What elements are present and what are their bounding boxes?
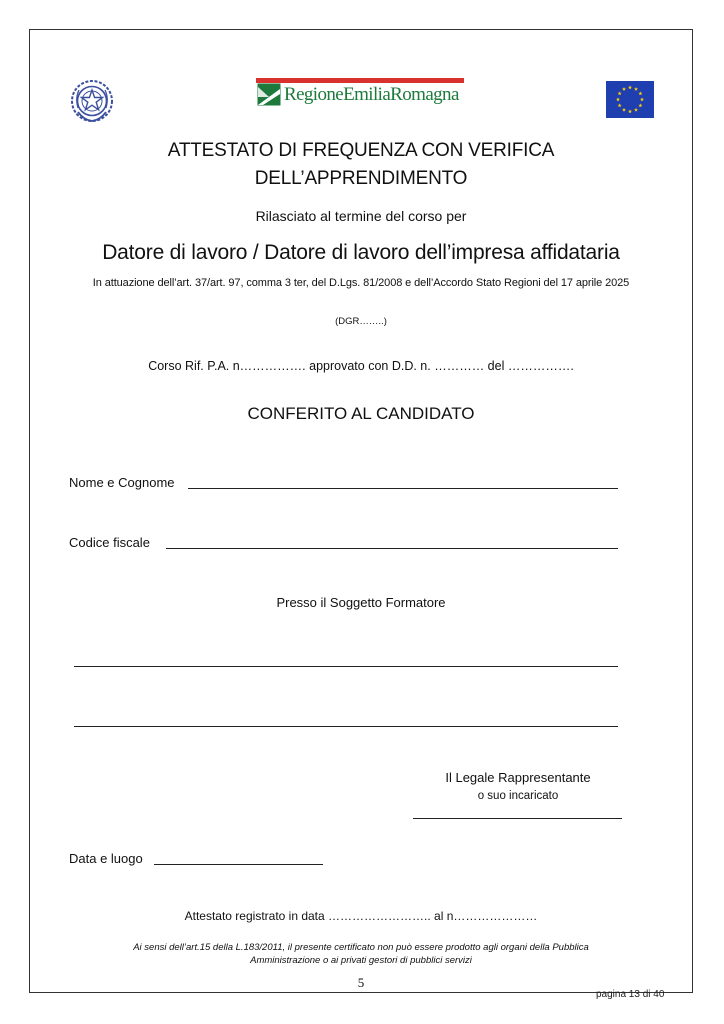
region-logo-text: RegioneEmiliaRomagna (284, 84, 459, 105)
certificate-title-line-1: ATTESTATO DI FREQUENZA CON VERIFICA (167, 140, 555, 161)
page-number: 5 (357, 975, 365, 990)
legal-basis: In attuazione dell’art. 37/art. 97, comma 3 ter, del D.Lgs. 81/2008 e dell’Accordo Stato Regioni del 17 aprile 2025 (92, 277, 630, 289)
region-logo-stripe (256, 78, 464, 83)
dgr-reference: (DGR……..) (335, 316, 387, 327)
signature-line[interactable] (413, 818, 622, 819)
trainer-label: Presso il Soggetto Formatore (276, 595, 446, 610)
page-footer: pagina 13 di 40 (596, 989, 665, 1000)
representative-delegate-label: o suo incaricato (477, 790, 559, 802)
date-place-label: Data e luogo (69, 851, 143, 866)
trainer-field-line-1[interactable] (74, 666, 618, 667)
trainer-field-line-2[interactable] (74, 726, 618, 727)
region-mark-icon (257, 83, 281, 106)
course-reference: Corso Rif. P.A. n……………. approvato con D.D. n. ………… del ……………. (148, 359, 574, 373)
legal-note-line-2: Amministrazione o ai privati gestori di pubblici servizi (250, 955, 472, 966)
legal-note-line-1: Ai sensi dell’art.15 della L.183/2011, il presente certificato non può essere prodotto agli organi della Pubblica (133, 942, 589, 953)
course-role: Datore di lavoro / Datore di lavoro dell’impresa affidataria (102, 241, 620, 264)
certificate-title-line-2: DELL’APPRENDIMENTO (254, 168, 468, 189)
certificate-title (29, 137, 693, 193)
conferred-to-heading: CONFERITO AL CANDIDATO (247, 404, 475, 423)
certificate-subtitle: Rilasciato al termine del corso per (255, 208, 467, 224)
registration-line: Attestato registrato in data …………………….. al n………………… (184, 909, 538, 923)
name-field-line[interactable] (188, 488, 618, 489)
legal-note (29, 941, 693, 967)
tax-code-label: Codice fiscale (69, 535, 150, 550)
legal-representative-label: Il Legale Rappresentante (445, 770, 591, 785)
tax-code-field-line[interactable] (166, 548, 618, 549)
name-label: Nome e Cognome (69, 475, 175, 490)
regione-emilia-romagna-logo (256, 78, 466, 110)
eu-flag-icon (606, 81, 654, 118)
italian-republic-emblem-icon (70, 78, 114, 124)
date-place-field-line[interactable] (154, 864, 323, 865)
